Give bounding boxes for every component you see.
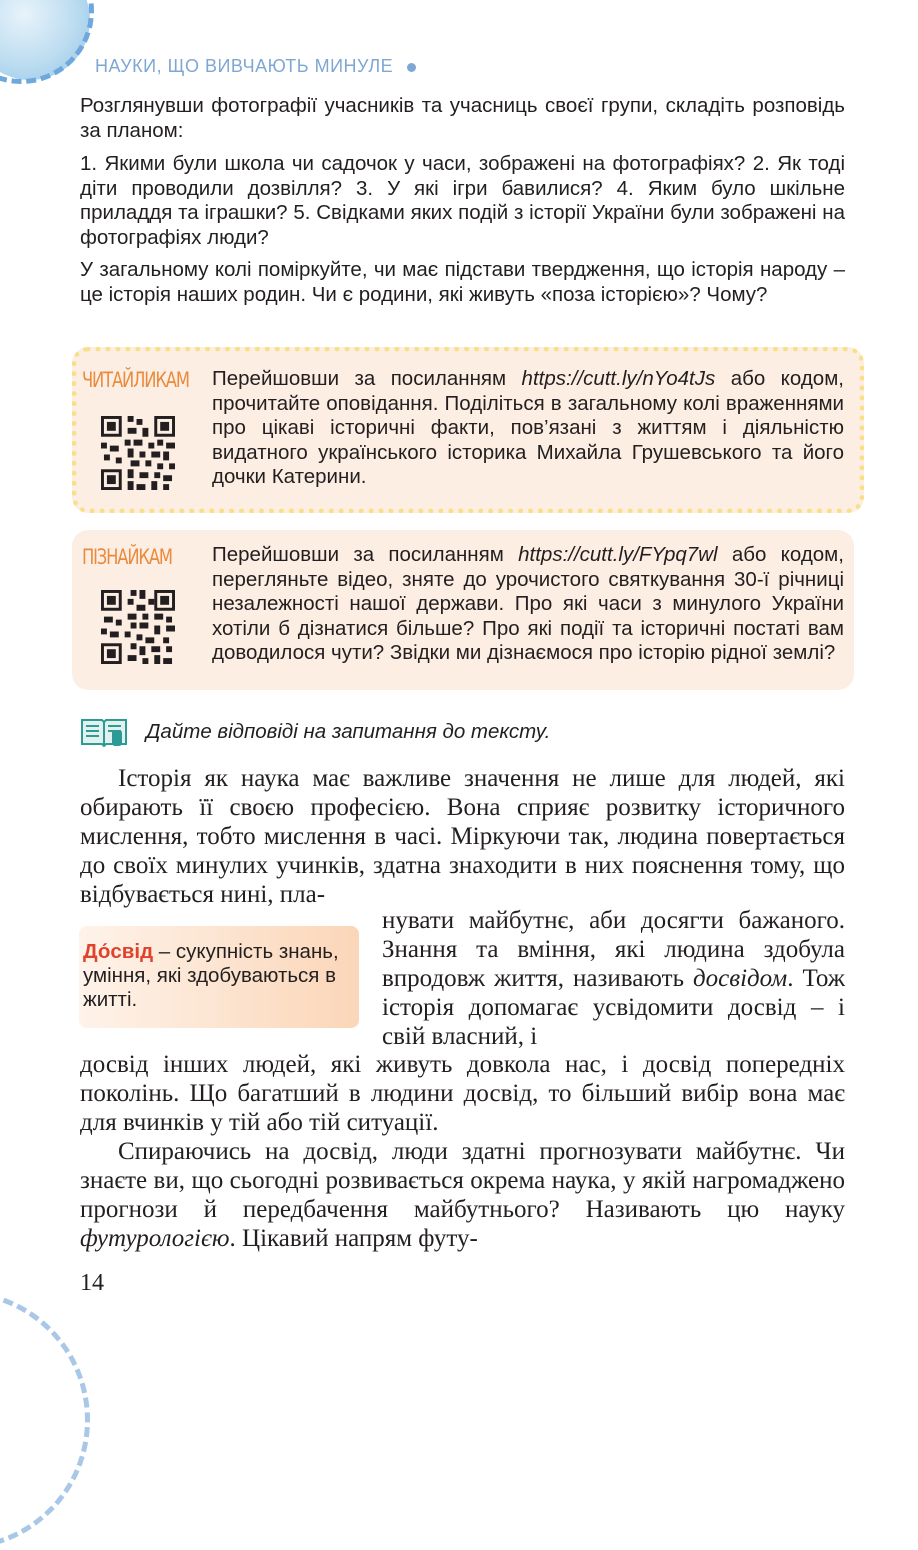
page-number: 14: [80, 1270, 104, 1296]
intro-paragraph-2: 1. Якими були школа чи садочок у часи, зображені на фотографіях? 2. Як тоді діти проводили дозвілля? 3. У які ігри бавилися? 4. Яким було шкільне приладдя та іграшки? 5. Свідками яких подій з історії України були зображені на фотографіях люди?: [80, 152, 845, 249]
p2-before: Спираючись на досвід, люди здатні прогнозувати майбутнє. Чи знаєте ви, що сьогодні розвивається окрема наука, у якій нагромаджено прогнози й передбачення майбутнього? Називають цю науку: [80, 1138, 845, 1223]
corner-dashed-ring: [0, 0, 94, 84]
definition-body: – сукупність знань, уміння, які здобуваються в житті.: [83, 940, 339, 1011]
qr-code-icon[interactable]: [100, 590, 176, 664]
reader-box-link[interactable]: https://cutt.ly/nYo4tJs: [521, 367, 716, 390]
qr-code-icon[interactable]: [100, 416, 176, 490]
definition-box: [79, 926, 359, 1028]
reader-box-text-after: або кодом, прочитайте оповідання. Поділіться в загальному колі враженнями про цікаві історичні факти, пов’язані з життям і діяльністю видатного українського історика Михайла Грушевського та його дочки Катерини.: [212, 367, 844, 488]
p2-after: . Цікавий напрям футу-: [229, 1225, 478, 1252]
header-title: НАУКИ, ЩО ВИВЧАЮТЬ МИНУЛЕ: [95, 56, 394, 76]
definition-term: До́свід: [83, 940, 154, 963]
definition-text: [79, 926, 359, 1012]
main-paragraph-1-top: Історія як наука має важливе значення не лише для людей, які обирають її своєю професією. Вона сприяє розвитку історичного мислення, тобто мислення в часі. Міркуючи так, людина повертається до своїх минулих учинків, здатна знаходити в них пояснення тому, що відбувається нині, пла-: [80, 765, 845, 908]
main-paragraph-1-bottom: досвід інших людей, які живуть довкола нас, і досвід попередніх поколінь. Що багатший в людини досвід, то більший вибір вона має для вчинків у тій або тій ситуації.: [80, 1051, 845, 1136]
explorer-box-text-before: Перейшовши за посиланням: [212, 543, 519, 566]
reader-box-label: ЧИТАЙЛИКАМ: [82, 368, 189, 392]
explorer-box-text-after: або кодом, перегляньте відео, зняте до урочистого святкування 30-ї річниці незалежності нашої держави. Про які часи з минулого України хотіли б дізнатися більше? Про які події та історичні постаті вам доводилося чути? Звідки ми дізнаємося про історію рідної землі?: [212, 543, 844, 664]
intro-paragraph-3: У загальному колі поміркуйте, чи має підстави твердження, що історія народу – це історія наших родин. Чи є родини, які живуть «поза історією»? Чому?: [80, 258, 845, 306]
header-dot-icon: [407, 63, 416, 72]
main-paragraph-2: [80, 1137, 845, 1253]
p1-right-emphasis: досвідом: [692, 965, 788, 992]
reader-box-text: [212, 367, 844, 490]
reader-box-text-before: Перейшовши за посиланням: [212, 367, 522, 390]
bottom-dashed-arc: [0, 1290, 90, 1550]
intro-paragraph-1: Розглянувши фотографії учасників та учасниць своєї групи, складіть розповідь за планом:: [80, 94, 845, 142]
explorer-box-label: ПІЗНАЙКАМ: [82, 545, 172, 569]
task-instruction: Дайте відповіді на запитання до тексту.: [146, 720, 551, 743]
main-paragraph-1-right: [382, 906, 845, 1051]
book-task-icon: [80, 716, 128, 748]
p1-right-after: . Тож історія допомагає усвідомити досвід – і свій власний, і: [382, 965, 845, 1050]
p2-emphasis: футурологією: [80, 1225, 230, 1252]
explorer-box-text: [212, 543, 844, 666]
p1-right-before: нувати майбутнє, аби досягти бажаного. Знання та вміння, які людина здобула впродовж життя, називають: [382, 907, 845, 992]
explorer-box-link[interactable]: https://cutt.ly/FYpq7wl: [518, 543, 718, 566]
running-header: [95, 56, 416, 77]
